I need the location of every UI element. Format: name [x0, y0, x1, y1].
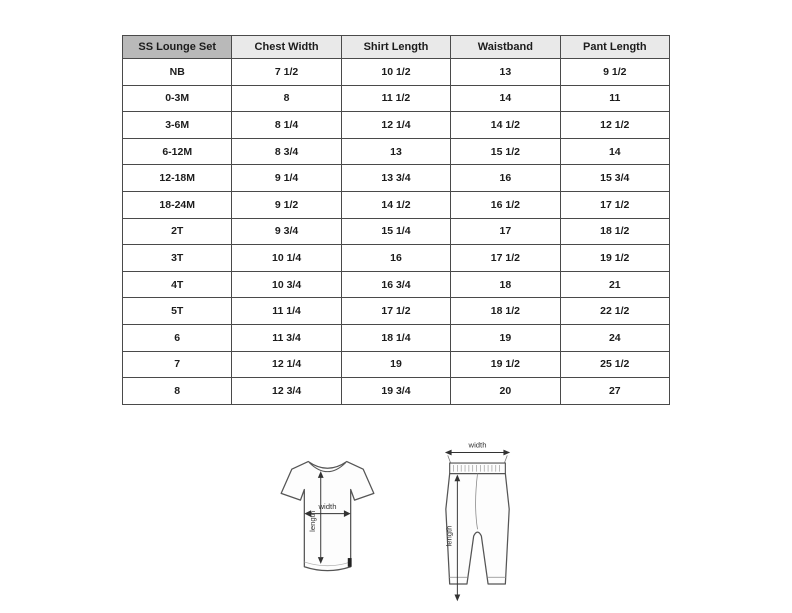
measurement-cell: 8 1/4	[232, 112, 341, 139]
measurement-cell: 21	[560, 271, 669, 298]
table-row	[123, 191, 670, 218]
size-label-cell: 3T	[123, 245, 232, 272]
measurement-cell: 24	[560, 324, 669, 351]
size-chart-table	[122, 35, 670, 405]
measurement-cell: 7 1/2	[232, 59, 341, 86]
measurement-diagrams	[0, 440, 792, 613]
measurement-cell: 15 1/4	[341, 218, 450, 245]
pants-width-label: width	[468, 440, 486, 450]
measurement-cell: 17	[451, 218, 560, 245]
measurement-cell: 27	[560, 378, 669, 405]
table-row	[123, 271, 670, 298]
measurement-cell: 10 1/2	[341, 59, 450, 86]
measurement-cell: 19 1/2	[560, 245, 669, 272]
shirt-outline	[281, 462, 374, 571]
header-waistband: Waistband	[451, 36, 560, 59]
measurement-cell: 14 1/2	[451, 112, 560, 139]
measurement-cell: 9 1/2	[560, 59, 669, 86]
measurement-cell: 16 1/2	[451, 191, 560, 218]
table-row	[123, 85, 670, 112]
measurement-cell: 13	[341, 138, 450, 165]
measurement-cell: 11 1/2	[341, 85, 450, 112]
measurement-cell: 25 1/2	[560, 351, 669, 378]
measurement-cell: 12 1/4	[232, 351, 341, 378]
width-connector-left	[447, 455, 450, 463]
measurement-cell: 8 3/4	[232, 138, 341, 165]
size-label-cell: 12-18M	[123, 165, 232, 192]
measurement-cell: 11 1/4	[232, 298, 341, 325]
measurement-cell: 17 1/2	[341, 298, 450, 325]
measurement-cell: 19 3/4	[341, 378, 450, 405]
measurement-cell: 19 1/2	[451, 351, 560, 378]
table-row	[123, 218, 670, 245]
measurement-cell: 10 3/4	[232, 271, 341, 298]
shirt-tag	[347, 558, 351, 567]
measurement-cell: 17 1/2	[451, 245, 560, 272]
measurement-cell: 15 3/4	[560, 165, 669, 192]
measurement-cell: 9 3/4	[232, 218, 341, 245]
size-label-cell: 8	[123, 378, 232, 405]
measurement-cell: 12 3/4	[232, 378, 341, 405]
measurement-cell: 18 1/4	[341, 324, 450, 351]
table-row	[123, 324, 670, 351]
measurement-cell: 15 1/2	[451, 138, 560, 165]
pants-length-label: length	[444, 525, 454, 547]
shirt-width-label: width	[317, 501, 337, 511]
size-label-cell: 6-12M	[123, 138, 232, 165]
table-row	[123, 245, 670, 272]
measurement-cell: 11 3/4	[232, 324, 341, 351]
pants-diagram-wrap	[418, 440, 538, 613]
size-label-cell: NB	[123, 59, 232, 86]
width-connector-right	[504, 455, 507, 463]
measurement-cell: 19	[341, 351, 450, 378]
pants-waistband	[449, 463, 505, 474]
size-label-cell: 4T	[123, 271, 232, 298]
measurement-cell: 11	[560, 85, 669, 112]
measurement-cell: 13 3/4	[341, 165, 450, 192]
measurement-cell: 13	[451, 59, 560, 86]
measurement-cell: 20	[451, 378, 560, 405]
size-table-header-row	[123, 36, 670, 59]
measurement-cell: 14 1/2	[341, 191, 450, 218]
size-label-cell: 0-3M	[123, 85, 232, 112]
size-table-body	[123, 59, 670, 405]
measurement-cell: 17 1/2	[560, 191, 669, 218]
table-row	[123, 165, 670, 192]
header-shirt-length: Shirt Length	[341, 36, 450, 59]
table-row	[123, 298, 670, 325]
measurement-cell: 14	[451, 85, 560, 112]
shirt-length-label: length	[307, 510, 317, 532]
measurement-cell: 10 1/4	[232, 245, 341, 272]
measurement-cell: 18 1/2	[451, 298, 560, 325]
shirt-diagram	[255, 448, 400, 588]
size-label-cell: 3-6M	[123, 112, 232, 139]
table-row	[123, 138, 670, 165]
measurement-cell: 16 3/4	[341, 271, 450, 298]
table-row	[123, 59, 670, 86]
size-label-cell: 5T	[123, 298, 232, 325]
size-label-cell: 2T	[123, 218, 232, 245]
pants-diagram	[418, 440, 538, 608]
pants-width-arrow	[444, 450, 509, 456]
header-pant-length: Pant Length	[560, 36, 669, 59]
size-label-cell: 6	[123, 324, 232, 351]
header-chest-width: Chest Width	[232, 36, 341, 59]
table-row	[123, 351, 670, 378]
measurement-cell: 18 1/2	[560, 218, 669, 245]
table-row	[123, 378, 670, 405]
measurement-cell: 9 1/2	[232, 191, 341, 218]
measurement-cell: 12 1/4	[341, 112, 450, 139]
header-product-name: SS Lounge Set	[123, 36, 232, 59]
size-label-cell: 18-24M	[123, 191, 232, 218]
measurement-cell: 12 1/2	[560, 112, 669, 139]
measurement-cell: 18	[451, 271, 560, 298]
shirt-diagram-wrap	[255, 448, 400, 593]
table-row	[123, 112, 670, 139]
measurement-cell: 16	[451, 165, 560, 192]
size-label-cell: 7	[123, 351, 232, 378]
measurement-cell: 16	[341, 245, 450, 272]
measurement-cell: 22 1/2	[560, 298, 669, 325]
measurement-cell: 19	[451, 324, 560, 351]
measurement-cell: 14	[560, 138, 669, 165]
measurement-cell: 9 1/4	[232, 165, 341, 192]
measurement-cell: 8	[232, 85, 341, 112]
